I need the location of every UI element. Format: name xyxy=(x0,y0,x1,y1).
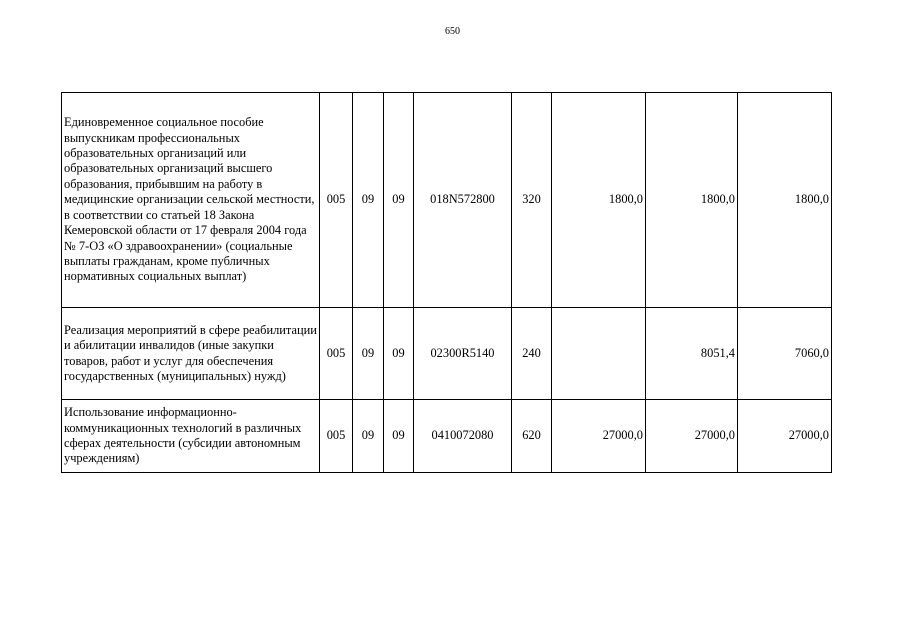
subsection-code: 09 xyxy=(384,400,414,473)
expense-type-code: 240 xyxy=(512,308,552,400)
ministry-code: 005 xyxy=(320,400,353,473)
table-row xyxy=(62,93,832,308)
page-number: 650 xyxy=(445,26,460,37)
section-code: 09 xyxy=(353,93,384,308)
row-description: Использование информационно-коммуникационных технологий в различных сферах деятельности (субсидии автономным учреждениям) xyxy=(62,400,320,473)
ministry-code: 005 xyxy=(320,93,353,308)
section-code: 09 xyxy=(353,308,384,400)
amount-year-2: 27000,0 xyxy=(646,400,738,473)
amount-year-3: 7060,0 xyxy=(738,308,832,400)
amount-year-1: 1800,0 xyxy=(552,93,646,308)
row-description: Реализация мероприятий в сфере реабилитации и абилитации инвалидов (иные закупки товаров, работ и услуг для обеспечения государственных (муниципальных) нужд) xyxy=(62,308,320,400)
ministry-code: 005 xyxy=(320,308,353,400)
target-article-code: 02300R5140 xyxy=(414,308,512,400)
subsection-code: 09 xyxy=(384,93,414,308)
amount-year-2: 8051,4 xyxy=(646,308,738,400)
row-description: Единовременное социальное пособие выпускникам профессиональных образовательных организаций или образовательных организаций высшего образования, прибывшим на работу в медицинские организации сельской местности, в соответствии со статьей 18 Закона Кемеровской области от 17 февраля 2004 года № 7-ОЗ «О здравоохранении» (социальные выплаты гражданам, кроме публичных нормативных социальных выплат) xyxy=(62,93,320,308)
target-article-code: 018N572800 xyxy=(414,93,512,308)
amount-year-1: 27000,0 xyxy=(552,400,646,473)
table-row xyxy=(62,308,832,400)
section-code: 09 xyxy=(353,400,384,473)
table-row xyxy=(62,400,832,473)
expense-type-code: 320 xyxy=(512,93,552,308)
budget-table xyxy=(61,92,832,473)
subsection-code: 09 xyxy=(384,308,414,400)
amount-year-3: 27000,0 xyxy=(738,400,832,473)
amount-year-3: 1800,0 xyxy=(738,93,832,308)
target-article-code: 0410072080 xyxy=(414,400,512,473)
amount-year-2: 1800,0 xyxy=(646,93,738,308)
amount-year-1 xyxy=(552,308,646,400)
expense-type-code: 620 xyxy=(512,400,552,473)
